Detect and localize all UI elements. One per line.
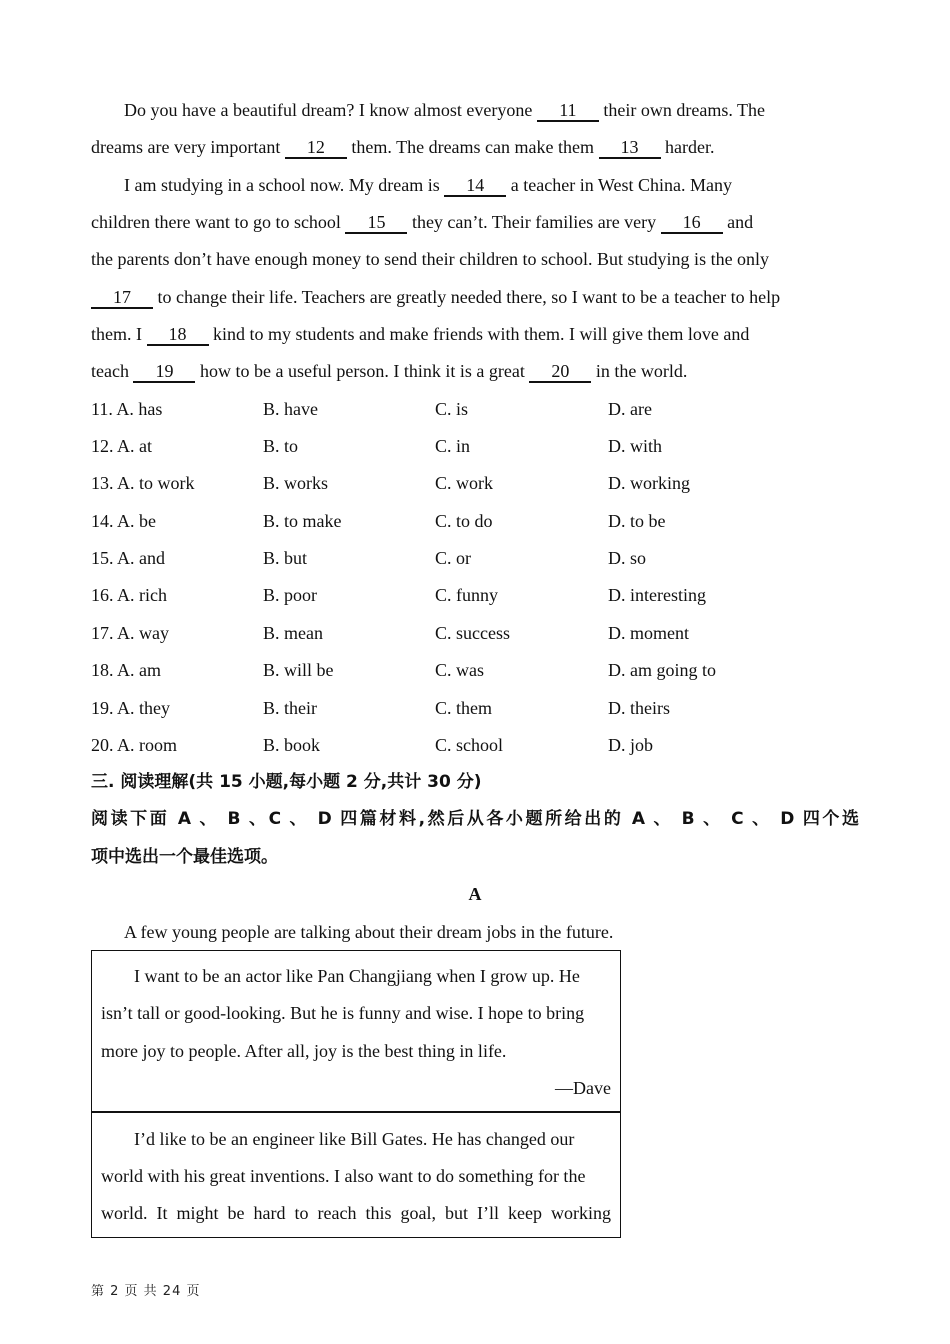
passage-text: them. I xyxy=(91,324,147,344)
section-instructions-line-1: 阅读下面 A 、 B 、C 、 D 四篇材料,然后从各小题所给出的 A 、 B 、 C 、 D 四个选 xyxy=(91,809,859,829)
passage-line-1 xyxy=(124,98,765,122)
passage-text: a teacher in West China. Many xyxy=(506,175,732,195)
option-a: 15. A. and xyxy=(91,548,165,568)
passage-text: Do you have a beautiful dream? I know almost everyone xyxy=(124,100,537,120)
quote-line: world with his great inventions. I also want to do something for the xyxy=(101,1166,586,1186)
page-number: 第 2 页 共 24 页 xyxy=(91,1284,201,1299)
passage-line-4 xyxy=(91,210,753,234)
passage-text: their own dreams. The xyxy=(598,100,765,120)
passage-text: harder. xyxy=(660,137,715,157)
passage-text: teach xyxy=(91,361,134,381)
quote-signature: —Dave xyxy=(555,1078,611,1098)
option-d: D. with xyxy=(608,436,662,456)
quote-line: world. It might be hard to reach this goal, but I’ll keep working xyxy=(101,1203,611,1223)
blank-17: 17 xyxy=(91,287,153,309)
option-d: D. am going to xyxy=(608,660,716,680)
blank-16: 16 xyxy=(661,212,723,234)
passage-text: to change their life. Teachers are greatly needed there, so I want to be a teacher to help xyxy=(153,287,781,307)
blank-12: 12 xyxy=(285,137,347,159)
option-a: 13. A. to work xyxy=(91,473,195,493)
passage-line-6 xyxy=(91,285,780,309)
quote-line: I want to be an actor like Pan Changjiang when I grow up. He xyxy=(134,966,580,986)
quote-line: more joy to people. After all, joy is the best thing in life. xyxy=(101,1041,507,1061)
passage-intro: A few young people are talking about their dream jobs in the future. xyxy=(124,922,614,942)
passage-text: I am studying in a school now. My dream is xyxy=(124,175,445,195)
quote-line: I’d like to be an engineer like Bill Gates. He has changed our xyxy=(134,1129,575,1149)
quote-box-engineer xyxy=(91,1111,621,1238)
option-c: C. is xyxy=(435,399,469,419)
passage-line-8 xyxy=(91,359,687,383)
option-d: D. moment xyxy=(608,623,689,643)
section-instructions-line-2: 项中选出一个最佳选项。 xyxy=(91,847,278,867)
option-c: C. school xyxy=(435,735,504,755)
option-c: C. was xyxy=(435,660,484,680)
option-d: D. theirs xyxy=(608,698,670,718)
option-b: B. poor xyxy=(263,585,317,605)
option-d: D. job xyxy=(608,735,653,755)
option-b: B. works xyxy=(263,473,329,493)
option-a: 20. A. room xyxy=(91,735,178,755)
blank-13: 13 xyxy=(599,137,661,159)
option-a: 17. A. way xyxy=(91,623,169,643)
option-c: C. them xyxy=(435,698,492,718)
passage-text: kind to my students and make friends with them. I will give them love and xyxy=(208,324,750,344)
passage-text: they can’t. Their families are very xyxy=(407,212,661,232)
option-b: B. but xyxy=(263,548,308,568)
passage-text: children there want to go to school xyxy=(91,212,346,232)
option-b: B. will be xyxy=(263,660,334,680)
option-b: B. book xyxy=(263,735,321,755)
option-a: 12. A. at xyxy=(91,436,152,456)
option-d: D. are xyxy=(608,399,652,419)
option-d: D. to be xyxy=(608,511,666,531)
option-d: D. working xyxy=(608,473,690,493)
passage-line-2 xyxy=(91,135,714,159)
blank-19: 19 xyxy=(133,361,195,383)
option-b: B. to make xyxy=(263,511,342,531)
blank-14: 14 xyxy=(444,175,506,197)
blank-11: 11 xyxy=(537,100,599,122)
quote-box-dave xyxy=(91,950,621,1113)
passage-text: them. The dreams can make them xyxy=(346,137,599,157)
option-a: 19. A. they xyxy=(91,698,170,718)
passage-letter: A xyxy=(468,884,482,904)
passage-text: in the world. xyxy=(591,361,688,381)
option-d: D. so xyxy=(608,548,647,568)
option-c: C. funny xyxy=(435,585,498,605)
option-d: D. interesting xyxy=(608,585,706,605)
blank-15: 15 xyxy=(345,212,407,234)
option-a: 16. A. rich xyxy=(91,585,167,605)
passage-text: and xyxy=(722,212,754,232)
option-c: C. or xyxy=(435,548,471,568)
section-heading: 三. 阅读理解(共 15 小题,每小题 2 分,共计 30 分) xyxy=(91,772,482,792)
passage-text: dreams are very important xyxy=(91,137,285,157)
passage-text: the parents don’t have enough money to send their children to school. But studying is the only xyxy=(91,249,770,269)
option-a: 11. A. has xyxy=(91,399,163,419)
passage-line-3 xyxy=(124,173,732,197)
option-b: B. their xyxy=(263,698,317,718)
option-c: C. work xyxy=(435,473,493,493)
option-c: C. success xyxy=(435,623,510,643)
passage-text: how to be a useful person. I think it is a great xyxy=(195,361,530,381)
option-b: B. have xyxy=(263,399,318,419)
option-a: 18. A. am xyxy=(91,660,161,680)
option-b: B. to xyxy=(263,436,299,456)
passage-line-7 xyxy=(91,322,749,346)
quote-line: isn’t tall or good-looking. But he is funny and wise. I hope to bring xyxy=(101,1003,585,1023)
option-c: C. in xyxy=(435,436,471,456)
option-c: C. to do xyxy=(435,511,493,531)
option-a: 14. A. be xyxy=(91,511,156,531)
blank-20: 20 xyxy=(529,361,591,383)
blank-18: 18 xyxy=(147,324,209,346)
option-b: B. mean xyxy=(263,623,323,643)
passage-line-5 xyxy=(91,247,769,271)
